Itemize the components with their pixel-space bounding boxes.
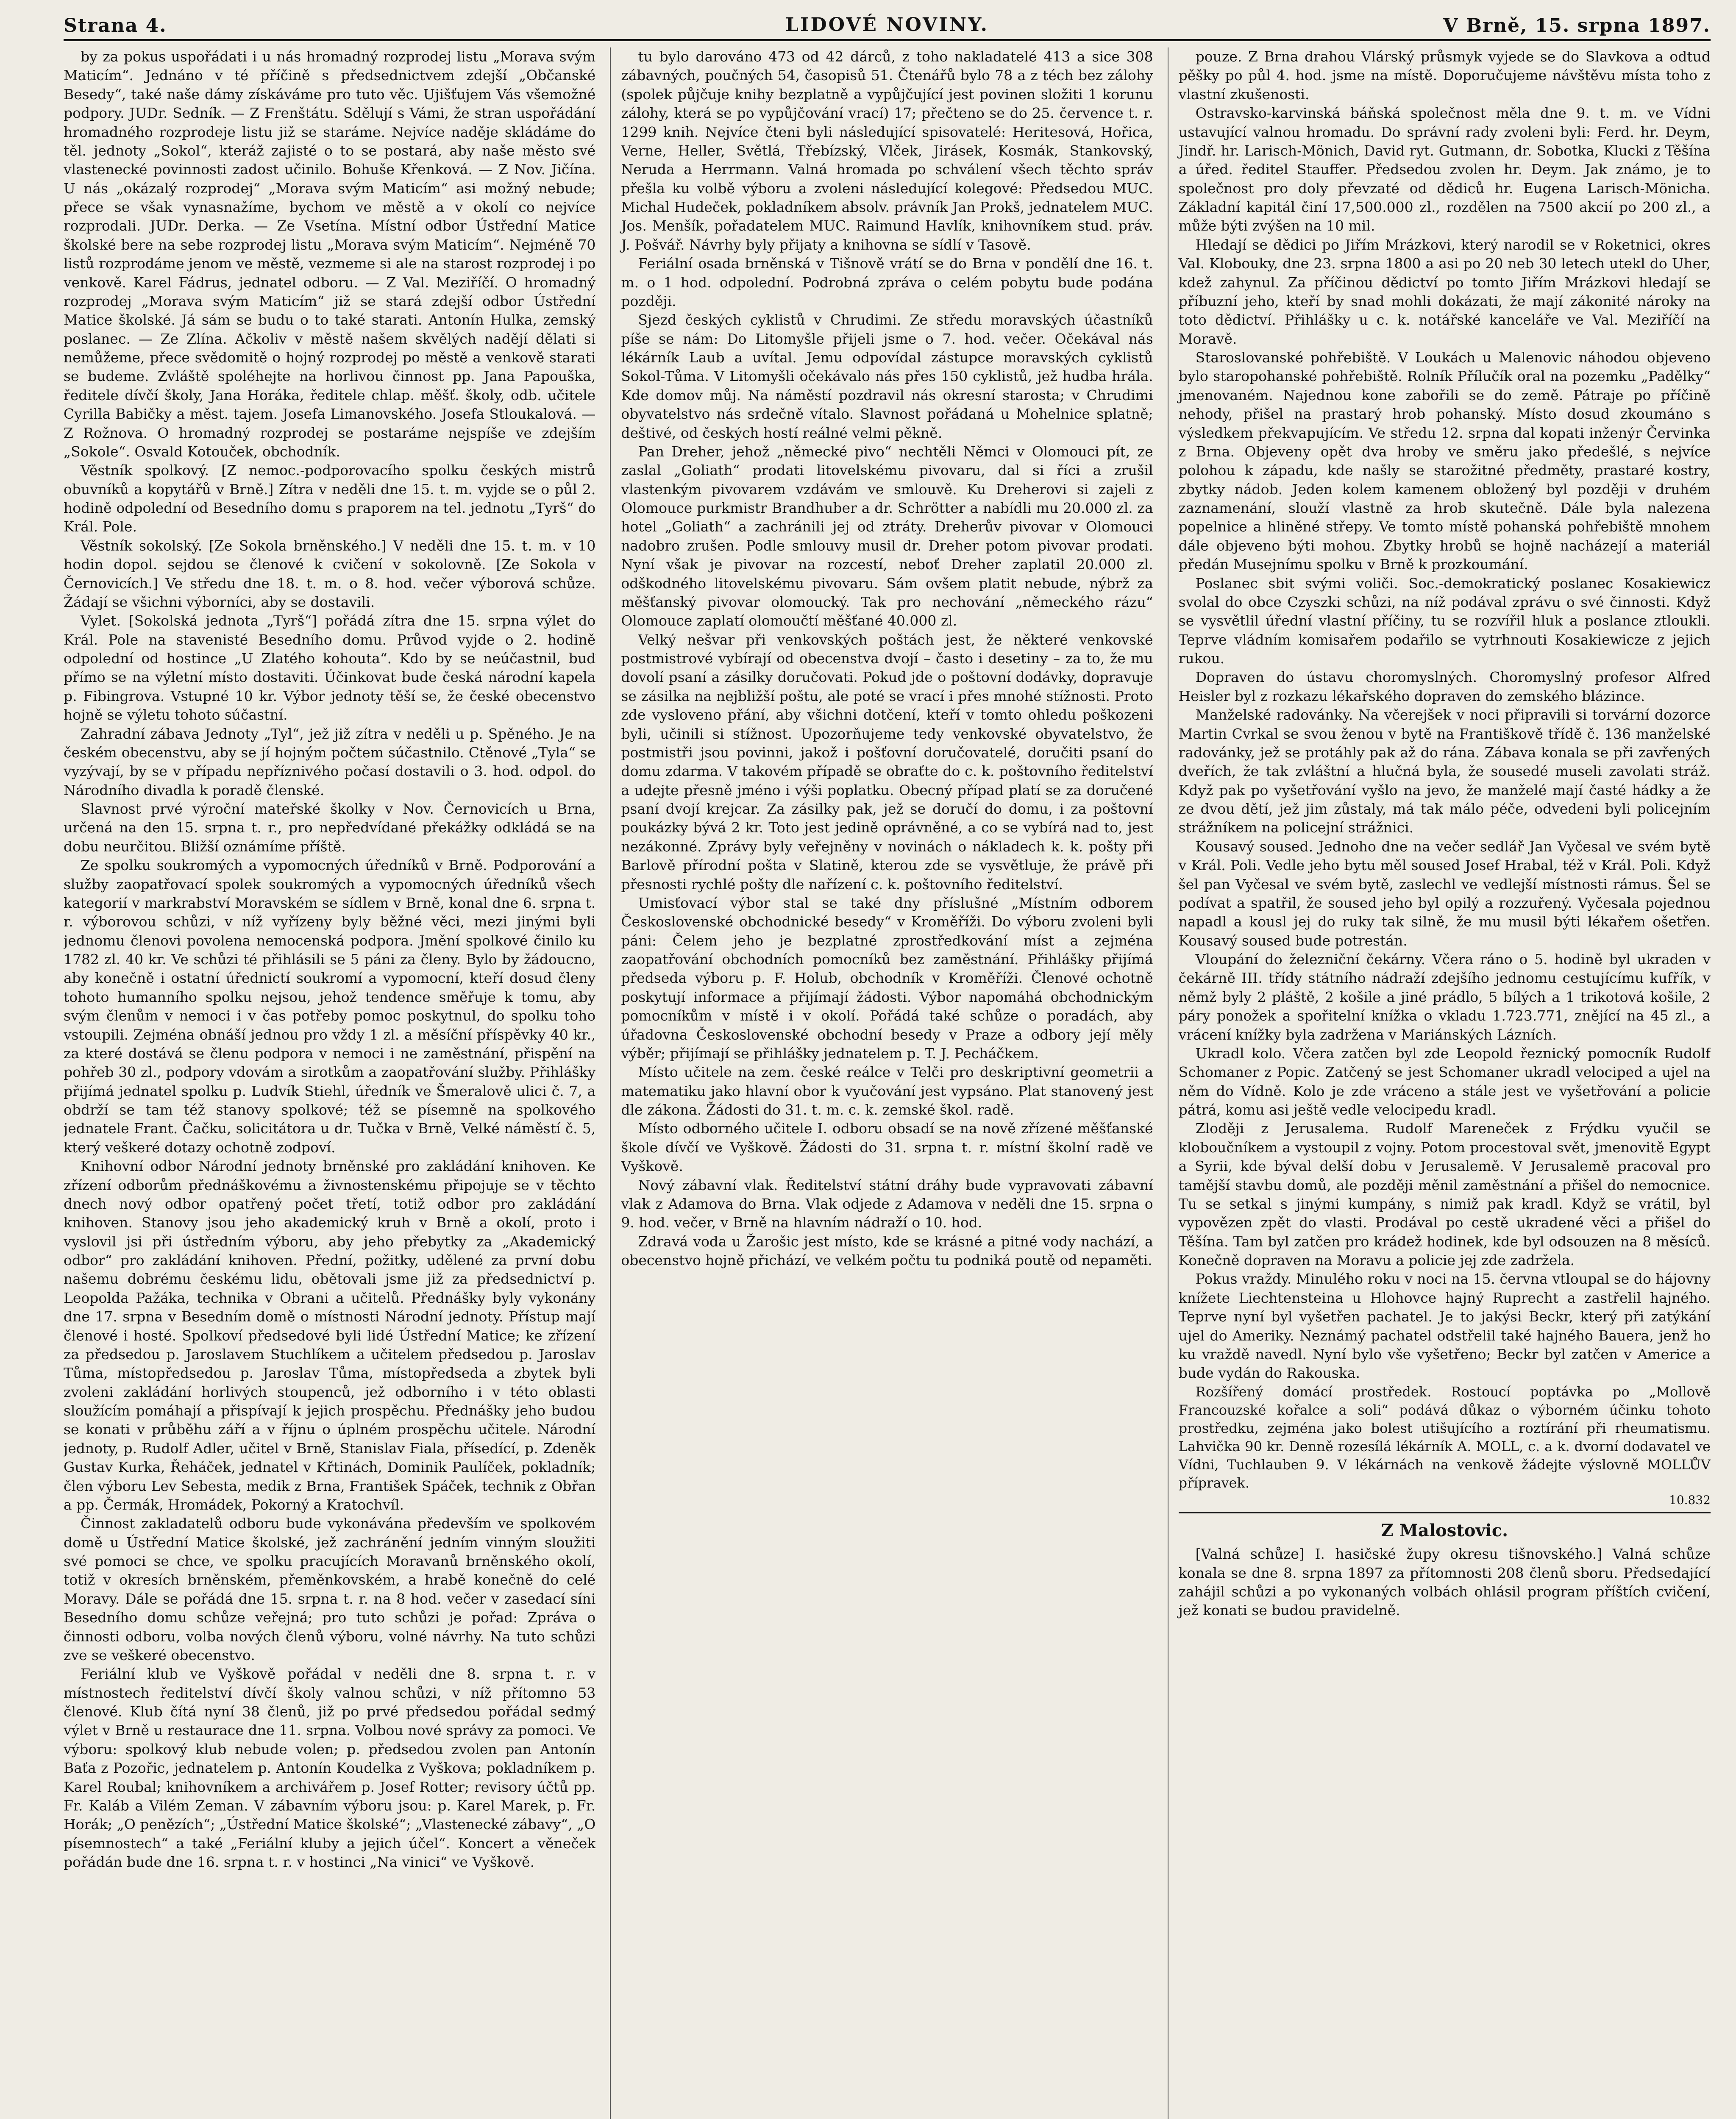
ad-code: 10.832	[1669, 1493, 1711, 1507]
article-paragraph: Nový zábavní vlak. Ředitelství státní dráhy bude vypravovati zábavní vlak z Adamova do Brna. Vlak odjede z Adamova v neděli dne 15. srpna o 9. hod. večer, v Brně na hlavním nádraží o 10. hod.	[621, 1176, 1153, 1231]
article-paragraph: Ukradl kolo. Včera zatčen byl zde Leopold řeznický pomocník Rudolf Schomaner z Popic. Zatčený se jest Schomaner ukradl velociped a ujel na něm do Vídně. Kolo je zde vráceno a stále jest ve vyšetřování a policie pátrá, komu asi ještě vedle velocipedu kradl.	[1178, 1045, 1711, 1118]
article-paragraph: Kousavý soused. Jednoho dne na večer sedlář Jan Vyčesal ve svém bytě v Král. Poli. Vedle jeho bytu měl soused Josef Hrabal, též v Král. Poli. Když šel pan Vyčesal ve svém bytě, zaslechl ve vedlejší místnosti rámus. Šel se podívat a spatřil, že soused jeho byl opilý a rozzuřený. Vyčesala pojednou napadl a kousl jej do ruky tak silně, že mu musil býti lékařem ošetřen. Kousavý soused bude potrestán.	[1178, 838, 1711, 949]
article-paragraph: Staroslovanské pohřebiště. V Loukách u Malenovic náhodou objeveno bylo staropohanské pohřebiště. Rolník Přílučík oral na pozemku „Padělky“ jmenovaném. Najednou kone zabořili se do země. Pátraje po příčině nehody, přišel na prastarý hrob pohanský. Místo dosud zkoumáno s výsledkem překvapujícím. Ve středu 12. srpna dal kopati inženýr Červinka z Brna. Objeveny opět dva hroby ve směru jako předešlé, s nejvíce polohou k západu, kde našly se starožitné předměty, prastaré kostry, zbytky nádob. Jeden kolem kamenem obložený byl později v druhém zaznamenání, slouží vlastně za hrob skutečně. Dále byla nalezena popelnice a hliněné střepy. Ve tomto místě pohanská pohřebiště mnohem dále objeveno býti mohou. Zbytky hrobů se hojně nacházejí a materiál předán Musejnímu spolku v Brně k prozkoumání.	[1178, 349, 1711, 573]
article-paragraph: Pokus vraždy. Minulého roku v noci na 15. června vtloupal se do hájovny knížete Liechtensteina u Hlohovce hajný Ruprecht a zastřelil hajného. Teprve nyní byl vyšetřen pachatel. Je to jakýsi Beckr, který při zatýkání ujel do Ameriky. Neznámý pachatel odstřelil také hajného Bauera, jenž ho ku vraždě navedl. Nyní bylo vše vyšetřeno; Beckr byl zatčen v Americe a bude vydán do Rakouska.	[1178, 1271, 1711, 1382]
column-3	[1168, 47, 1711, 2119]
article-paragraph: Sjezd českých cyklistů v Chrudimi. Ze středu moravských účastníků píše se nám: Do Litomyšle přijeli jsme o 7. hod. večer. Očekával nás lékárník Laub a uvítal. Jemu odpovídal zástupce moravských cyklistů Sokol-Tůma. V Litomyšli očekávalo nás přes 150 cyklistů, jež hudba hrála. Kde domov můj. Na náměstí pozdravil nás okresní starosta; v Chrudimi obyvatelstvo nás srdečně vítalo. Slavnost pořádaná u Mohelnice splatně; deštivé, od českých hostí reálné velmi pěkně.	[621, 311, 1153, 441]
article-paragraph: Dopraven do ústavu choromyslných. Choromyslný profesor Alfred Heisler byl z rozkazu lékařského dopraven do zemského blázince.	[1178, 669, 1711, 704]
article-paragraph: Umisťovací výbor stal se také dny příslušné „Místním odborem Československé obchodnické besedy“ v Kroměříži. Do výboru zvoleni byli páni: Čelem jeho je bezplatné zprostředkování míst a zejména zaopatřování obchodních pomocníků bez zaměstnání. Přihlášky přijímá předseda výboru p. F. Holub, obchodník v Kroměříži. Členové ochotně poskytují informace a přijímají žádosti. Výbor napomáhá obchodnickým pomocníkům v místě i v okolí. Pořádá také schůze o poradách, aby úřadovna Československé obchodní besedy v Praze a odbory její měly výběr; přijímají se přihlášky jednatelem p. T. J. Pecháčkem.	[621, 894, 1153, 1062]
text-columns	[64, 47, 1711, 2119]
article-paragraph: Zdravá voda u Žarošic jest místo, kde se krásné a pitné vody nachází, a obecenstvo hojně přichází, ve velkém počtu tu podniká poutě od nepaměti.	[621, 1233, 1153, 1268]
article-paragraph: Činnost zakladatelů odboru bude vykonávána především ve spolkovém domě u Ústřední Matice školské, jež zachránění jedním vinným sloužiti své pomoci se chce, ve spolku pracujících Moravanů brněnského okolí, totiž v okresích brněnském, přeměnkovském, a hrabě konečně do celé Moravy. Dále se pořádá dne 15. srpna t. r. na 8 hod. večer v zasedací síni Besedního domu schůze veřejná; pro tuto schůzi je pořad: Zpráva o činnosti odboru, volba nových členů výboru, volné návrhy. Na tuto schůzi zve se veškeré obecenstvo.	[64, 1515, 596, 1663]
article-paragraph: Manželské radovánky. Na včerejšek v noci připravili si torvární dozorce Martin Cvrkal se svou ženou v bytě na Františkově třídě č. 136 manželské radovánky, jež se protáhly pak až do rána. Zábava konala se při zavřených dveřích, že tak zvláštní a hlučná byla, že sousedé museli zavolati stráž. Když pak po vyšetřování vyšlo na jevo, že manželé mají časté hádky a že ze dvou dětí, jež jim zůstaly, má tak málo péče, odvedeni byli policejním strážníkem na policejní strážnici.	[1178, 706, 1711, 836]
article-paragraph: Slavnost prvé výroční mateřské školky v Nov. Černovicích u Brna, určená na den 15. srpna t. r., pro nepředvídané překážky odkládá se na dobu neurčitou. Bližší oznámíme příště.	[64, 801, 596, 855]
article-paragraph: Poslanec sbit svými voliči. Soc.-demokratický poslanec Kosakiewicz svolal do obce Czyszki schůzi, na níž podával zprávu o své činnosti. Když se vysvětlil úřední vlastní příčiny, tu se rozvířil hluk a poslance ztloukli. Teprve vládním komisařem podařilo se vytrhnouti Kosakiewicze z jejich rukou.	[1178, 575, 1711, 667]
article-paragraph: Místo učitele na zem. české reálce v Telči pro deskriptivní geometrii a matematiku jako hlavní obor k vyučování jest vypsáno. Plat stanovený jest dle zákona. Žádosti do 31. t. m. c. k. zemské škol. radě.	[621, 1064, 1153, 1118]
newspaper-title: LIDOVÉ NOVINY.	[785, 14, 989, 36]
masthead	[64, 10, 1711, 41]
article-heading: Z Malostovic.	[1381, 1521, 1508, 1541]
article-paragraph: Místo odborného učitele I. odboru obsadí se na nově zřízené měšťanské škole dívčí ve Vyškově. Žádosti do 31. srpna t. r. místní školní radě ve Vyškově.	[621, 1120, 1153, 1175]
advertisement-moll: Rozšířený domácí prostředek. Rostoucí poptávka po „Mollově Francouzské kořalce a soli“ podává důkaz o výborném účinku tohoto prostředku, zejména jako bolest utišujícího a roztírání při rheumatismu. Lahvička 90 kr. Denně rozesílá lékárník A. MOLL, c. a k. dvorní dodavatel ve Vídni, Tuchlauben 9. V lékárnách na venkově žádejte výslovně MOLLŮV přípravek.	[1178, 1383, 1711, 1491]
article-paragraph: Hledají se dědici po Jiřím Mrázkovi, který narodil se v Roketnici, okres Val. Klobouky, dne 23. srpna 1800 a asi po 20 neb 30 letech utekl do Uher, kdež zahynul. Za příčinou dědictví po tomto Jiřím Mrázkovi hledají se příbuzní jeho, kteří by snad mohli dokázati, že mají zákonité nároky na toto dědictví. Přihlášky u c. k. notářské kanceláře ve Val. Meziříčí na Moravě.	[1178, 236, 1711, 347]
divider	[1179, 1512, 1711, 1513]
article-paragraph: Věstník sokolský. [Ze Sokola brněnského.] V neděli dne 15. t. m. v 10 hodin dopol. sejdou se členové k cvičení v sokolovně. [Ze Sokola v Černovicích.] Ve středu dne 18. t. m. o 8. hod. večer výborová schůze. Žádají se všichni výborníci, aby se dostavili.	[64, 537, 596, 610]
column-2	[610, 47, 1153, 2119]
page-number: Strana 4.	[64, 15, 167, 36]
article-paragraph: Velký nešvar při venkovských poštách jest, že některé venkovské postmistrové vybírají od obecenstva dvojí – často i desetiny – za to, že mu dovolí psaní a zásilky doručovati. Pokud jde o poštovní dodávky, dopravuje se zásilka na nejbližší poštu, ale poté se vrací i přes mnohé stížnosti. Proto zde vysloveno přání, aby všichni dotčení, kteří v tomto ohledu poškozeni byli, učinili si stížnost. Upozorňujeme tedy venkovské obyvatelstvo, že postmistři jsou povinni, jakož i pošťovní doručovatelé, doručiti psaní do domu zdarma. V takovém případě se obraťte do c. k. poštovního ředitelství a udejte přesně jméno i výši poplatku. Obecný případ platí se za doručené psaní dvojí krejcar. Za zásilky pak, jež se doručí do domu, i za poštovní poukázky bývá 2 kr. Toto jest jedině oprávněné, a co se vybírá nad to, jest nezákonné. Zprávy byly veřejněny v novinách o nákladech k. k. pošty při Barlově přírodní pošta v Slatině, kterou zde se vysvětluje, že právě při přesnosti rychlé pošty dle nařízení c. k. poštovního ředitelství.	[621, 631, 1153, 893]
article-paragraph: pouze. Z Brna drahou Vlárský průsmyk vyjede se do Slavkova a odtud pěšky po půl 4. hod. jsme na místě. Doporučujeme návštěvu místa toho z vlastní zkušenosti.	[1178, 48, 1711, 103]
article-paragraph: Vloupání do železniční čekárny. Včera ráno o 5. hodině byl ukraden v čekárně III. třídy státního nádraží zdejšího jednomu cestujícímu kufřík, v němž byly 2 pláště, 2 košile a jiné prádlo, 5 bílých a 1 trikotová košile, 2 páry ponožek a spořitelní knížka o vkladu 1.723.771, znějící na 45 zl., a vrácení knížky byla zadržena v Mariánských Lázních.	[1178, 951, 1711, 1043]
column-1	[64, 47, 595, 2119]
article-paragraph: Feriální klub ve Vyškově pořádal v neděli dne 8. srpna t. r. v místnostech ředitelství dívčí školy valnou schůzi, v níž přítomno 53 členové. Klub čítá nyní 38 členů, již po prvé předsedou pořádal sedmý výlet v Brně u restaurace dne 11. srpna. Volbou nové správy za pomoci. Ve výboru: spolkový klub nebude volen; p. předsedou zvolen pan Antonín Baťa z Pozořic, jednatelem p. Antonín Koudelka z Vyškova; pokladníkem p. Karel Roubal; knihovníkem a archivářem p. Josef Rotter; revisory účtů pp. Fr. Kaláb a Vilém Zeman. V zábavním výboru jsou: p. Karel Marek, p. Fr. Horák; „O penězích“; „Ústřední Matice školské“; „Vlastenecké zábavy“, „O písemnostech“ a také „Feriální kluby a jejich účel“. Koncert a věneček pořádán bude dne 16. srpna t. r. v hostinci „Na vinici“ ve Vyškově.	[64, 1666, 596, 1870]
article-paragraph: tu bylo darováno 473 od 42 dárců, z toho nakladatelé 413 a sice 308 zábavných, poučných 54, časopisů 51. Čtenářů bylo 78 a z téch bez zálohy (spolek půjčuje knihy bezplatně a vypůjčující jest povinen složiti 1 korunu zálohy, která se po vypůjčování vrací) 17; přečteno se do 25. července t. r. 1299 knih. Nejvíce čteni byli následující spisovatelé: Heritesová, Hořica, Verne, Heller, Světlá, Třebízský, Vlček, Jirásek, Kosmák, Stankovský, Neruda a Herrmann. Valná hromada po schválení všech těchto správ přešla ku volbě výboru a zvoleni následující kolegové: Předsedou MUC. Michal Hudeček, pokladníkem absolv. právník Jan Prokš, jednatelem MUC. Jos. Menšík, pořadatelem MUC. Raimund Havlík, knihovníkem stud. práv. J. Pošvář. Návrhy byly přijaty a knihovna se sídlí v Tasově.	[621, 48, 1153, 253]
article-paragraph: Knihovní odbor Národní jednoty brněnské pro zakládání knihoven. Ke zřízení odborům přednáškovému a živnostenskému připojuje se v těchto dnech nový odbor opatřený počet třetí, totiž odbor pro zakládání knihoven. Stanovy jsou jeho akademický kruh v Brně a okolí, proto i vyslovil jsi při ústředním výboru, aby jeho přebytky za „Akademický odbor“ pro zakládání knihoven. Přední, požitky, udělené za první dobu našemu dobrému českému lidu, obětovali jsme již za předsednictví p. Leopolda Pažáka, technika v Obrani a učitelů. Přednášky byly vykonány dne 17. srpna v Besedním domě o místnosti Národní jednoty. Přístup mají členové i hosté. Spolkoví předsedové byli lidé Ústřední Matice; ke zřízení za předsedou p. Jaroslavem Stuchlíkem a učitelem předsedou p. Jaroslav Tůma, místopředsedou p. Jaroslav Tůma, místopředseda a zbytek byli zvoleni zakládání horlivých stoupenců, jež odborního i v této oblasti sloužícím pomáhají a přispívají k jejich prospěchu. Přednášky jeho budou se konati v průběhu září a v říjnu o úplném prospěchu učitele. Národní jednoty, p. Rudolf Adler, učitel v Brně, Stanislav Fiala, přísedící, p. Zdeněk Gustav Kurka, Řeháček, jednatel v Křtinách, Dominik Paulíček, pokladník; člen výboru Lev Sebesta, medik z Brna, František Spáček, technik z Obřan a pp. Čermák, Hromádek, Pokorný a Kratochvíl.	[64, 1158, 596, 1513]
article-paragraph: Vylet. [Sokolská jednota „Tyrš“] pořádá zítra dne 15. srpna výlet do Král. Pole na stavenisté Besedního domu. Průvod vyjde o 2. hodině odpolední od hostince „U Zlatého kohouta“. Kdo by se neúčastnil, buď přímo se na výletní místo dostaviti. Účinkovat bude česká národní kapela p. Fibingrova. Vstupné 10 kr. Výbor jednoty těší se, že české obecenstvo hojně se výletu tohoto súčastní.	[64, 612, 596, 723]
article-paragraph: Zahradní zábava Jednoty „Tyl“, jež již zítra v neděli u p. Spěného. Je na českém obecenstvu, aby se jí hojným počtem súčastnilo. Ctěnové „Tyla“ se vyzývají, by se v případu nepříznivého počasí dostavili o 3. hod. odpol. do Národního divadla k poradě členské.	[64, 725, 596, 798]
article-paragraph: Ostravsko-karvinská báňská společnost měla dne 9. t. m. ve Vídni ustavující valnou hromadu. Do správní rady zvoleni byli: Ferd. hr. Deym, Jindř. hr. Larisch-Mönich, David ryt. Gutmann, dr. Sobotka, Klucki z Těšína a úřed. ředitel Stauffer. Předsedou zvolen hr. Deym. Jak známo, je to společnost pro doly převzaté od dědiců hr. Eugena Larisch-Mönicha. Základní kapitál činí 17,500.000 zl., rozdělen na 7500 akcií po 200 zl., a může býti zvýšen na 10 mil.	[1178, 105, 1711, 234]
article-paragraph: Pan Dreher, jehož „německé pivo“ nechtěli Němci v Olomouci pít, ze zaslal „Goliath“ prodati litovelskému pivovaru, dal si říci a zrušil vlastenkým pivovarem vzdávám ve smlouvě. Ku Dreherovi si zajeli z Olomouce purkmistr Brandhuber a dr. Schrötter a nabídli mu 20.000 zl. za hotel „Goliath“ a zachránili jej od ztráty. Dreherův pivovar v Olomouci nadobro zrušen. Podle smlouvy musil dr. Dreher potom pivovar prodati. Nyní však je pivovar na rozcestí, neboť Dreher zaplatil 20.000 zl. odškodného litovelskému pivovaru. Sám ovšem platit nebude, nýbrž za měšťanský pivovar olomoucký. Tak pro nechování „německého rázu“ Olomouce zaplatí olomoučtí měšťané 40.000 zl.	[621, 443, 1153, 629]
article-paragraph: by za pokus uspořádati i u nás hromadný rozprodej listu „Morava svým Maticím“. Jednáno v té příčině s předsednictvem zdejší „Občanské Besedy“, také naše dámy získáváme pro tuto věc. Ujišťujem Vás všemožné podpory. JUDr. Sedník. — Z Frenštátu. Sdělují s Vámi, že stran uspořádání hromadného rozprodeje listu již se staráme. Nejvíce naděje skládáme do těl. jednoty „Sokol“, kteráž zajisté o to se postará, aby naše město své vlastenecké povinnosti zadost učinilo. Bohuše Křenková. — Z Nov. Jičína. U nás „okázalý rozprodej“ „Morava svým Maticím“ asi možný nebude; přece se však vynasnažíme, bychom ve městě a v okolí co nejvíce rozprodali. JUDr. Derka. — Ze Vsetína. Místní odbor Ústřední Matice školské bere na sebe rozprodej listu „Morava svým Maticím“. Nejméně 70 listů rozprodáme jenom ve městě, vezmeme si ale na starost rozprodej i po venkově. Karel Fádrus, jednatel odboru. — Z Val. Meziříčí. O hromadný rozprodej „Morava svým Maticím“ již se stará zdejší odbor Ústřední Matice školské. Já sám se budu o to také starati. Antonín Hulka, zemský poslanec. — Ze Zlína. Ačkoliv v městě našem skvělých nadějí dělati si nemůžeme, přece svědomitě o hojný rozprodej po městě a venkově starati se budeme. Zvláště spoléhejte na horlivou činnost pp. Jana Papouška, ředitele dívčí školy, Jana Horáka, ředitele chlap. měšť. školy, odb. učitele Cyrilla Babičky a měst. tajem. Josefa Limanovského. Josefa Stloukalová. — Z Rožnova. O hromadný rozprodej se postaráme nejspíše ve zdejším „Sokole“. Osvald Kotouček, obchodník.	[64, 48, 596, 460]
issue-date: V Brně, 15. srpna 1897.	[1443, 15, 1711, 36]
article-paragraph: Feriální osada brněnská v Tišnově vrátí se do Brna v pondělí dne 16. t. m. o 1 hod. odpolední. Podrobná zpráva o celém pobytu bude podána později.	[621, 255, 1153, 309]
article-paragraph: Věstník spolkový. [Z nemoc.-podporovacího spolku českých mistrů obuvníků a kopytářů v Brně.] Zítra v neděli dne 15. t. m. vyjde se o půl 2. hodině odpolední od Besedního domu s praporem na tel. jednotu „Tyrš“ do Král. Pole.	[64, 462, 596, 535]
article-paragraph: [Valná schůze] I. hasičské župy okresu tišnovského.] Valná schůze konala se dne 8. srpna 1897 za přítomnosti 208 členů sboru. Předsedající zahájil schůzi a po vykonaných volbách ohlásil program příštích cvičení, jež konati se budou pravidelně.	[1178, 1546, 1711, 1619]
article-paragraph: Ze spolku soukromých a vypomocných úředníků v Brně. Podporování a služby zaopatřovací spolek soukromých a vypomocných úředníků všech kategorií v markrabství Moravském se sídlem v Brně, konal dne 6. srpna t. r. výborovou schůzi, v níž vyřízeny byly běžné věci, mezi jinými byli jednomu členovi povolena nemocenská podpora. Jmění spolkové činilo ku 1782 zl. 40 kr. Ve schůzi té přihlásili se 5 páni za členy. Bylo by žádoucno, aby konečně i ostatní úřednictí soukromí a vypomocní, kteří dosud členy tohoto humanního spolku nejsou, jehož tendence směřuje k tomu, aby svým členům v nemoci i v čas potřeby pomoc poskytnul, do spolku toho vstoupili. Zejména obnáší jednou pro vždy 1 zl. a měsíční příspěvky 40 kr., za které dostává se členu podpora v nemoci i ne zaměstnání, přispění na pohřeb 30 zl., podpory vdovám a sirotkům a zaopatřování služby. Přihlášky přijímá jednatel spolku p. Ludvík Stiehl, úředník ve Šmeralově ulici č. 7, a obdrží se tam též stanovy spolkové; též se písemně na spolkového jednatele Frant. Čačku, solicitátora u dr. Tučka v Brně, Velké náměstí č. 5, který veškeré dotazy ochotně zodpoví.	[64, 857, 596, 1156]
article-paragraph: Zloději z Jerusalema. Rudolf Mareneček z Frýdku vyučil se kloboučníkem a vystoupil z vojny. Potom procestoval svět, jmenovitě Egypt a Syrii, kde býval delší dobu v Jerusalemě. V Jerusalemě pracoval pro tamější stavbu domů, ale později měnil zaměstnání a přišel do nemocnice. Tu se setkal s jinými kumpány, s nimiž pak kradl. Když se vrátil, byl vypovězen zpět do vlasti. Prodával po cestě ukradené věci a přišel do Těšína. Tam byl zatčen pro krádež hodinek, kde byl odsouzen na 8 měsíců. Konečně dopraven na Moravu a policie jej zde zadržela.	[1178, 1120, 1711, 1268]
